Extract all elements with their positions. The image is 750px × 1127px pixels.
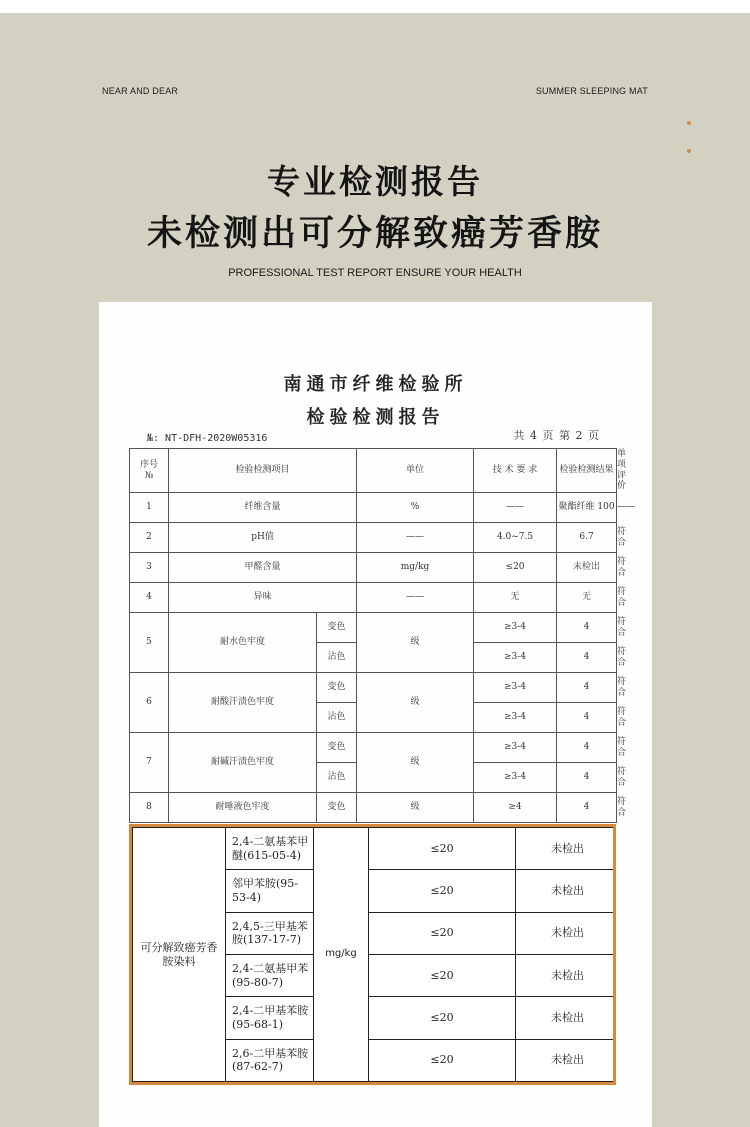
table-header-row: 序号 № 检验检测项目 单位 技 术 要 求 检验检测结果 单项评价	[130, 449, 617, 493]
amine-requirement: ≤20	[369, 954, 516, 996]
result: 4	[557, 613, 617, 643]
amine-category: 可分解致癌芳香胺染料	[133, 828, 226, 1082]
result: 未检出	[557, 553, 617, 583]
report-number: №: NT-DFH-2020W05316	[147, 433, 268, 444]
result: 聚酯纤维 100	[557, 493, 617, 523]
amine-result: 未检出	[516, 828, 617, 870]
test-item: 耐碱汗渍色牢度	[169, 733, 317, 793]
amine-result: 未检出	[516, 954, 617, 996]
amine-unit: mg/kg	[314, 828, 369, 1082]
top-band	[0, 0, 750, 13]
unit: %	[357, 493, 474, 523]
report-document	[99, 302, 652, 1127]
test-item: 甲醛含量	[169, 553, 357, 583]
column-header: 序号 №	[130, 449, 169, 493]
column-header: 检验检测项目	[169, 449, 357, 493]
brand-name: NEAR AND DEAR	[102, 86, 179, 96]
sub-item: 变色	[317, 793, 357, 823]
amine-row	[133, 828, 617, 870]
sub-item: 沾色	[317, 763, 357, 793]
table-row: 7 耐碱汗渍色牢度 变色 级 ≥3-4 4 符合	[130, 733, 617, 763]
report-page-info: 共 4 页 第 2 页	[513, 429, 600, 442]
column-header: 单位	[357, 449, 474, 493]
test-item: 异味	[169, 583, 357, 613]
requirement: ≥3-4	[474, 763, 557, 793]
test-item: pH值	[169, 523, 357, 553]
requirement: ≥3-4	[474, 673, 557, 703]
table-row: 3 甲醛含量 mg/kg ≤20 未检出 符合	[130, 553, 617, 583]
requirement: 无	[474, 583, 557, 613]
unit: 级	[357, 613, 474, 673]
table-row: 沾色 ≥3-4 4 符合	[130, 763, 617, 793]
unit: 级	[357, 673, 474, 733]
sub-item: 变色	[317, 673, 357, 703]
result: 4	[557, 643, 617, 673]
row-number: 7	[130, 733, 169, 793]
sub-item: 沾色	[317, 703, 357, 733]
amine-result: 未检出	[516, 1039, 617, 1081]
headline-secondary: 未检测出可分解致癌芳香胺	[146, 214, 603, 254]
table-row: 4 异味 —— 无 无 符合	[130, 583, 617, 613]
result: 4	[557, 733, 617, 763]
row-number: 2	[130, 523, 169, 553]
amine-requirement: ≤20	[369, 997, 516, 1039]
amine-result: 未检出	[516, 997, 617, 1039]
row-number: 4	[130, 583, 169, 613]
row-number: 1	[130, 493, 169, 523]
row-number: 6	[130, 673, 169, 733]
result: 4	[557, 763, 617, 793]
report-organization: 南通市纤维检验所	[283, 374, 468, 395]
table-row: 沾色 ≥3-4 4 符合	[130, 703, 617, 733]
row-number: 3	[130, 553, 169, 583]
decorative-dot	[687, 149, 691, 153]
decorative-dot	[687, 121, 691, 125]
result: 4	[557, 793, 617, 823]
amine-result: 未检出	[516, 870, 617, 912]
amine-requirement: ≤20	[369, 912, 516, 954]
test-results-table	[129, 448, 636, 823]
test-item: 耐水色牢度	[169, 613, 317, 673]
requirement: ≥3-4	[474, 703, 557, 733]
amine-requirement: ≤20	[369, 828, 516, 870]
amine-results-table	[132, 827, 616, 1082]
unit: ——	[357, 523, 474, 553]
amine-requirement: ≤20	[369, 870, 516, 912]
column-header: 检验检测结果	[557, 449, 617, 493]
unit: mg/kg	[357, 553, 474, 583]
report-title: 检验检测报告	[306, 407, 445, 428]
requirement: ——	[474, 493, 557, 523]
unit: 级	[357, 793, 474, 823]
requirement: ≥3-4	[474, 613, 557, 643]
requirement: ≤20	[474, 553, 557, 583]
sub-item: 沾色	[317, 643, 357, 673]
test-item: 耐唾液色牢度	[169, 793, 317, 823]
amine-name: 2,4,5-三甲基苯胺(137-17-7)	[226, 912, 314, 954]
product-name: SUMMER SLEEPING MAT	[535, 86, 648, 96]
sub-item: 变色	[317, 613, 357, 643]
test-item: 耐酸汗渍色牢度	[169, 673, 317, 733]
unit: ——	[357, 583, 474, 613]
requirement: 4.0~7.5	[474, 523, 557, 553]
result: 6.7	[557, 523, 617, 553]
row-number: 8	[130, 793, 169, 823]
scanned-table-clip	[99, 302, 652, 825]
table-row: 8 耐唾液色牢度 变色 级 ≥4 4 符合	[130, 793, 617, 823]
amine-name: 2,6-二甲基苯胺(87-62-7)	[226, 1039, 314, 1081]
result: 4	[557, 673, 617, 703]
amine-name: 2,4-二氨基甲苯(95-80-7)	[226, 954, 314, 996]
carcinogenic-amine-highlight	[129, 824, 616, 1085]
table-row: 沾色 ≥3-4 4 符合	[130, 643, 617, 673]
unit: 级	[357, 733, 474, 793]
table-row: 1 纤维含量 % —— 聚酯纤维 100 ——	[130, 493, 617, 523]
amine-name: 2,4-二氨基苯甲醚(615-05-4)	[226, 828, 314, 870]
table-row: 6 耐酸汗渍色牢度 变色 级 ≥3-4 4 符合	[130, 673, 617, 703]
requirement: ≥3-4	[474, 643, 557, 673]
result: 4	[557, 703, 617, 733]
table-row: 2 pH值 —— 4.0~7.5 6.7 符合	[130, 523, 617, 553]
result: 无	[557, 583, 617, 613]
amine-result: 未检出	[516, 912, 617, 954]
amine-name: 2,4-二甲基苯胺(95-68-1)	[226, 997, 314, 1039]
headline: 专业检测报告	[267, 162, 483, 201]
row-number: 5	[130, 613, 169, 673]
amine-name: 邻甲苯胺(95-53-4)	[226, 870, 314, 912]
test-item: 纤维含量	[169, 493, 357, 523]
amine-requirement: ≤20	[369, 1039, 516, 1081]
subtitle: PROFESSIONAL TEST REPORT ENSURE YOUR HEALTH	[228, 267, 522, 279]
column-header: 技 术 要 求	[474, 449, 557, 493]
table-row: 5 耐水色牢度 变色 级 ≥3-4 4 符合	[130, 613, 617, 643]
requirement: ≥4	[474, 793, 557, 823]
sub-item: 变色	[317, 733, 357, 763]
requirement: ≥3-4	[474, 733, 557, 763]
